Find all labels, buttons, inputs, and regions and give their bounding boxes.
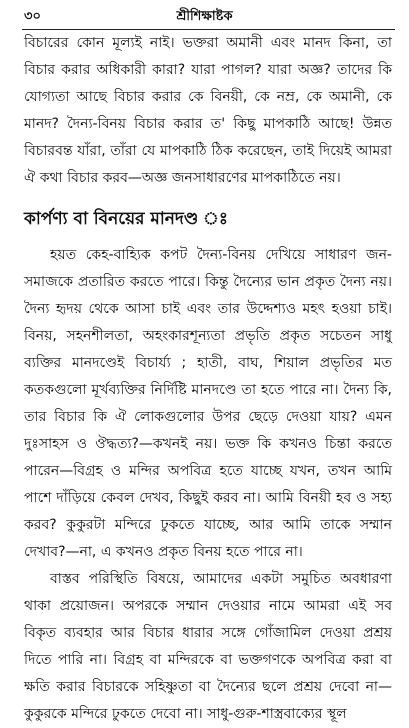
page-body xyxy=(24,30,392,728)
paragraph-reality: বাস্তব পরিস্থিতি বিষয়ে, আমাদের একটা সমুচিত অবধারণা থাকা প্রয়োজন। অপরকে সম্মান দেওয়ার নামে আমরা এই সব বিকৃত ব্যবহার আর বিচার ধারার সঙ্গে গোঁজামিল দেওয়া প্রশ্রয় দিতে পারি না। বিগ্রহ বা মন্দিরকে বা ভক্তগণকে অপবিত্র করা বা ক্ষতি করার বিচারকে সহিষ্ণুতা বা দৈন্যের ছলে প্রশ্রয় দেবো না—কুকুরকে মন্দিরে ঢুকতে দেবো না। সাধু-গুরু-শাস্ত্রবাক্যের স্থূল xyxy=(24,571,392,722)
paragraph-humility: হয়ত কেহ-বাহ্যিক কপট দৈন্য-বিনয় দেখিয়ে সাধারণ জন-সমাজকে প্রতারিত করতে পারে। কিন্তু দৈন্যের ভান প্রকৃত দৈন্য নয়। দৈন্য হৃদয় থেকে আসা চাই এবং তার উদ্দেশ্যও মহৎ হওয়া চাই। বিনয়, সহনশীলতা, অহংকারশূন্যতা প্রভৃতি প্রকৃত সচেতন সাধু ব্যক্তির মানদণ্ডেই বিচার্য্য ; হাতী, বাঘ, শিয়াল প্রভৃতির মত কতকগুলো মূর্খব্যক্তির নির্দিষ্টি মানদণ্ডে তা হতে পারে না। দৈন্য কি, তার বিচার কি ঐ লোকগুলোর উপর ছেড়ে দেওয়া যায়? এমন দুঃসাহস ও ঔদ্ধত্য?—কখনই নয়। ভক্ত কি কখনও চিন্তা করতে পারেন—বিগ্রহ ও মন্দির অপবিত্র হতে যাচ্ছে যখন, তখন আমি পাশে দাঁড়িয়ে কেবল দেখব, কিছুই করব না। আমি বিনয়ী হব ও সহ্য করব? কুকুরটা মন্দিরে ঢুকতে যাচ্ছে, আর আমি তাকে সম্মান দেখাব?—না, এ কখনও প্রকৃত বিনয় হতে পারে না। xyxy=(24,247,392,560)
running-title: শ্রীশিক্ষাষ্টক xyxy=(176,9,233,24)
section-heading: কার্পণ্য বা বিনয়ের মানদণ্ড ঃ xyxy=(24,209,228,229)
page-number: ৩০ xyxy=(24,9,41,24)
paragraph-continuation: বিচারের কোন মূল্যই নাই। ভক্তরা অমানী এবং মানদ কিনা, তা বিচার করার অধিকারী কারা? যারা পাগল? যারা অজ্ঞ? তাদের কি যোগ্যতা আছে বিচার করার কে বিনয়ী, কে নম্র, কে অমানী, কে মানদ? দৈন্য-বিনয় বিচার করার ত' কিছু মাপকাঠি আছে! উন্নত বিচারবন্ত যাঁরা, তাঁরা যে মাপকাঠি ঠিক করেছেন, তাই দিয়েই আমরা ঐ কথা বিচার করব—অজ্ঞ জনসাধারণের মাপকাঠিতে নয়। xyxy=(24,35,392,186)
page-header xyxy=(0,4,409,26)
